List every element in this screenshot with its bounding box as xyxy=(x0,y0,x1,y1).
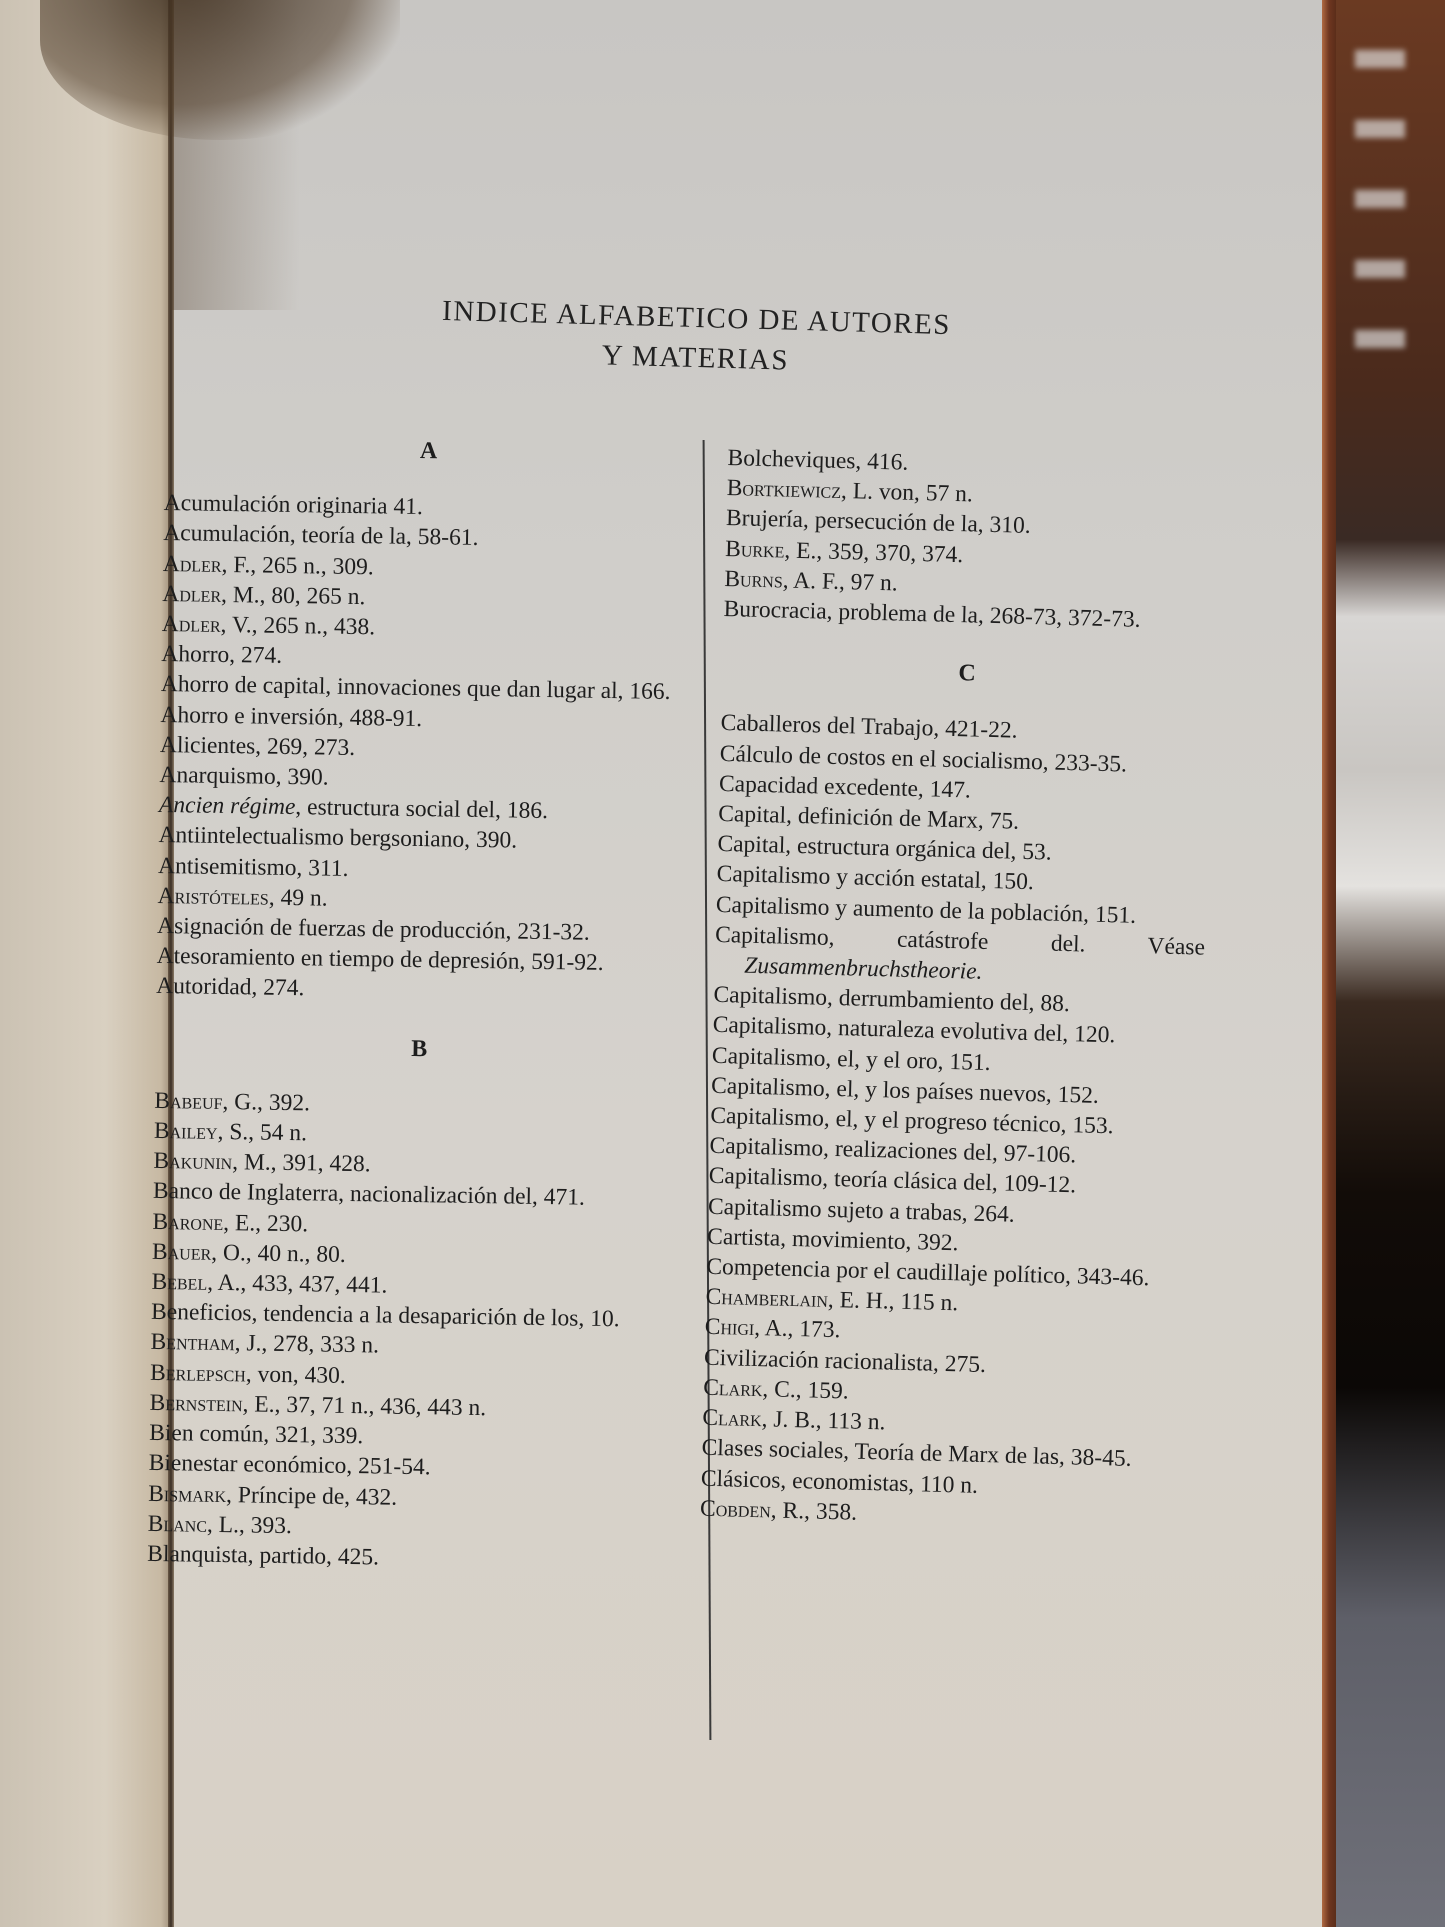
section-b-entries-part2 xyxy=(723,443,1218,637)
entry-pages: , F., 265 n., 309. xyxy=(221,551,374,580)
entry-pages: 109-12. xyxy=(997,1170,1077,1199)
entry-heading: Bauer xyxy=(151,1238,212,1266)
entry-heading: Civilización racionalista, xyxy=(703,1344,940,1377)
entry-pages: , von, 430. xyxy=(245,1361,346,1389)
entry-heading: Caballeros del Trabajo, xyxy=(720,710,940,743)
entry-pages: 10. xyxy=(584,1305,620,1333)
entry-pages: , C., 159. xyxy=(762,1376,849,1405)
previous-page xyxy=(0,0,175,1927)
title-line-1: INDICE ALFABETICO DE AUTORES xyxy=(441,294,952,342)
background-shelf xyxy=(1355,20,1405,400)
entry-heading: Capitalismo, naturaleza evolutiva del, xyxy=(712,1012,1069,1048)
entry-heading: Cálculo de costos en el socialismo, xyxy=(719,740,1050,776)
entry-pages: 151. xyxy=(1088,901,1137,929)
entry-pages: 321, 339. xyxy=(269,1421,364,1450)
entry-pages: , Príncipe de, 432. xyxy=(225,1481,398,1511)
entry-heading: Competencia por el caudillaje político, xyxy=(706,1253,1072,1290)
entry-heading: Ahorro de capital, innovaciones que dan lugar al, xyxy=(160,671,624,705)
entry-heading: Beneficios, tendencia a la desaparición de los, xyxy=(150,1299,585,1332)
entry-heading: Blanquista, partido, xyxy=(147,1540,333,1570)
entry-pages: 233-35. xyxy=(1048,749,1128,778)
entry-pages: Zusammenbruchstheorie. xyxy=(743,952,983,985)
entry-pages: , R., 358. xyxy=(770,1497,858,1526)
entry-heading: Bakunin xyxy=(153,1148,233,1176)
entry-heading: Barone xyxy=(152,1208,224,1236)
entry-pages: 591-92. xyxy=(525,948,604,977)
entry-pages: 311. xyxy=(302,854,349,882)
entry-pages: , estructura social del, 186. xyxy=(295,794,549,825)
entry-pages: 53. xyxy=(1016,838,1053,866)
entry-heading: Chamberlain xyxy=(705,1283,829,1314)
entry-heading: Aristóteles xyxy=(157,882,270,911)
entry-pages: 275. xyxy=(938,1350,987,1378)
entry-pages: 150. xyxy=(986,868,1035,896)
entry-pages: 110 n. xyxy=(913,1470,979,1499)
entry-heading: Cartista, movimiento, xyxy=(706,1223,912,1255)
entry-heading: Chigi xyxy=(704,1314,755,1342)
entry-heading: Bernstein xyxy=(149,1389,243,1418)
index-column-right xyxy=(700,443,1218,1536)
entry-heading: Capacidad excedente, xyxy=(718,770,925,803)
entry-pages: 97-106. xyxy=(997,1140,1077,1169)
entry-heading: Capitalismo, el, y los países nuevos, xyxy=(710,1072,1053,1108)
entry-heading: Bebel xyxy=(151,1268,208,1296)
entry-pages: 251-54. xyxy=(352,1453,431,1481)
entry-pages: 425. xyxy=(331,1543,380,1571)
entry-heading: Bentham xyxy=(150,1329,235,1357)
entry-heading: Cobden xyxy=(699,1495,772,1524)
entry-pages: , O., 40 n., 80. xyxy=(211,1239,346,1268)
entry-heading: Anarquismo, xyxy=(159,761,282,790)
entry-heading: Asignación de fuerzas de producción, xyxy=(156,912,512,945)
entry-heading: Burns xyxy=(724,565,784,594)
index-column-left xyxy=(147,426,693,1577)
section-letter-a: A xyxy=(419,438,438,465)
entry-heading: Blanc xyxy=(147,1510,208,1538)
book-cover-edge xyxy=(1322,0,1336,1927)
entry-heading: Antisemitismo, xyxy=(157,852,303,881)
entry-heading: Capital, estructura orgánica del, xyxy=(717,831,1017,865)
entry-pages: , M., 80, 265 n. xyxy=(220,581,366,610)
entry-heading: Bismark xyxy=(148,1480,227,1508)
entry-pages: 343-46. xyxy=(1070,1263,1150,1292)
entry-heading: Banco de Inglaterra, nacionalización del, xyxy=(152,1178,539,1211)
entry-pages: 269, 273. xyxy=(260,733,356,761)
entry-heading: Adler xyxy=(161,610,221,638)
entry-pages: , E., 359, 370, 374. xyxy=(784,537,964,568)
entry-heading: Brujería, persecución de la, xyxy=(725,505,985,539)
entry-pages: 268-73, 372-73. xyxy=(983,602,1141,633)
entry-pages: 392. xyxy=(911,1228,959,1257)
entry-pages: , L., 393. xyxy=(206,1511,293,1539)
entry-heading: Clark xyxy=(702,1404,763,1433)
entry-heading: Bienestar económico, xyxy=(148,1450,353,1480)
entry-pages: , J. B., 113 n. xyxy=(761,1406,886,1436)
entry-heading: Bien común, xyxy=(148,1419,270,1448)
entry-pages: 264. xyxy=(967,1200,1016,1228)
entry-heading: Antiintelectualismo bergsoniano, xyxy=(158,822,471,854)
entry-pages: 147. xyxy=(923,776,972,804)
entry-heading: Capital, definición de Marx, xyxy=(717,800,985,834)
entry-pages: 416. xyxy=(861,448,909,476)
entry-heading: Capitalismo, catástrofe del. Véase xyxy=(714,921,1206,961)
entry-heading: Bortkiewicz xyxy=(726,475,842,505)
entry-pages: 152. xyxy=(1051,1081,1100,1109)
entry-heading: Ahorro, xyxy=(161,641,236,669)
section-c-entries xyxy=(700,708,1211,1536)
entry-heading: Berlepsch xyxy=(149,1359,247,1388)
entry-heading: Adler xyxy=(162,580,222,608)
entry-pages: , M., 391, 428. xyxy=(232,1149,371,1178)
entry-heading: Alicientes, xyxy=(159,731,262,760)
entry-heading: Autoridad, xyxy=(155,973,258,1001)
entry-heading: Ancien régime xyxy=(158,792,296,821)
entry-pages: , 49 n. xyxy=(268,884,328,912)
section-a-entries xyxy=(156,488,692,1010)
title-line-2: Y MATERIAS xyxy=(601,339,790,377)
entry-pages: 274. xyxy=(234,642,283,670)
entry-heading: Clark xyxy=(702,1374,763,1403)
entry-pages: 151. xyxy=(943,1048,991,1076)
entry-pages: , E., 37, 71 n., 436, 443 n. xyxy=(242,1391,487,1422)
entry-heading: Bolcheviques, xyxy=(727,444,862,475)
entry-pages: , A., 173. xyxy=(753,1315,841,1344)
entry-pages: , A. F., 97 n. xyxy=(782,567,899,597)
entry-heading: Capitalismo, realizaciones del, xyxy=(709,1133,999,1167)
entry-heading: Bailey xyxy=(153,1117,218,1145)
entry-pages: , G., 392. xyxy=(222,1088,311,1117)
entry-pages: 390. xyxy=(469,827,518,855)
entry-heading: Babeuf xyxy=(154,1087,223,1115)
entry-pages: 421-22. xyxy=(938,716,1018,745)
entry-heading: Acumulación originaria xyxy=(163,490,388,520)
entry-pages: 88. xyxy=(1034,990,1071,1018)
entry-pages: 488-91. xyxy=(343,704,423,732)
entry-heading: Acumulación, teoría de la, xyxy=(163,520,413,551)
entry-pages: 231-32. xyxy=(511,918,590,946)
entry-pages: 153. xyxy=(1066,1112,1114,1140)
entry-pages: 120. xyxy=(1067,1021,1116,1049)
entry-pages: 390. xyxy=(281,763,329,791)
entry-heading: Capitalismo sujeto a trabas, xyxy=(707,1193,969,1227)
entry-heading: Capitalismo, el, y el oro, xyxy=(711,1042,944,1075)
section-letter-c: C xyxy=(958,660,977,687)
entry-pages: , J., 278, 333 n. xyxy=(234,1330,380,1359)
entry-pages: 41. xyxy=(387,493,424,521)
entry-pages: 58-61. xyxy=(411,524,479,552)
entry-pages: 75. xyxy=(983,807,1020,835)
entry-pages: 274. xyxy=(257,974,305,1002)
page-shadow xyxy=(170,0,300,310)
entry-pages: 166. xyxy=(623,678,671,706)
entry-heading: Atesoramiento en tiempo de depresión, xyxy=(156,943,526,975)
section-letter-b: B xyxy=(411,1035,428,1062)
entry-pages: , S., 54 n. xyxy=(217,1118,308,1147)
entry-pages: , V., 265 n., 438. xyxy=(220,611,376,641)
entry-heading: Capitalismo, el, y el progreso técnico, xyxy=(710,1102,1067,1139)
entry-heading: Adler xyxy=(162,550,222,578)
entry-pages: , L. von, 57 n. xyxy=(840,478,974,508)
section-b-entries-part1 xyxy=(147,1086,683,1577)
entry-heading: Ahorro e inversión, xyxy=(160,701,345,731)
entry-pages: , E. H., 115 n. xyxy=(827,1287,959,1317)
entry-pages: , A., 433, 437, 441. xyxy=(207,1269,388,1299)
entry-pages: 471. xyxy=(537,1184,586,1212)
entry-heading: Capitalismo, teoría clásica del, xyxy=(708,1163,999,1197)
entry-pages: , E., 230. xyxy=(223,1209,309,1238)
entry-heading: Capitalismo y acción estatal, xyxy=(716,861,988,895)
entry-pages: 38-45. xyxy=(1064,1444,1132,1473)
entry-heading: Clases sociales, Teoría de Marx de las, xyxy=(701,1434,1066,1471)
entry-heading: Clásicos, economistas, xyxy=(700,1465,915,1497)
entry-heading: Capitalismo y aumento de la población, xyxy=(715,891,1090,928)
entry-heading: Burke xyxy=(724,535,785,564)
entry-pages: 310. xyxy=(983,512,1031,540)
entry-heading: Burocracia, problema de la, xyxy=(723,595,985,629)
entry-heading: Capitalismo, derrumbamiento del, xyxy=(713,982,1035,1017)
